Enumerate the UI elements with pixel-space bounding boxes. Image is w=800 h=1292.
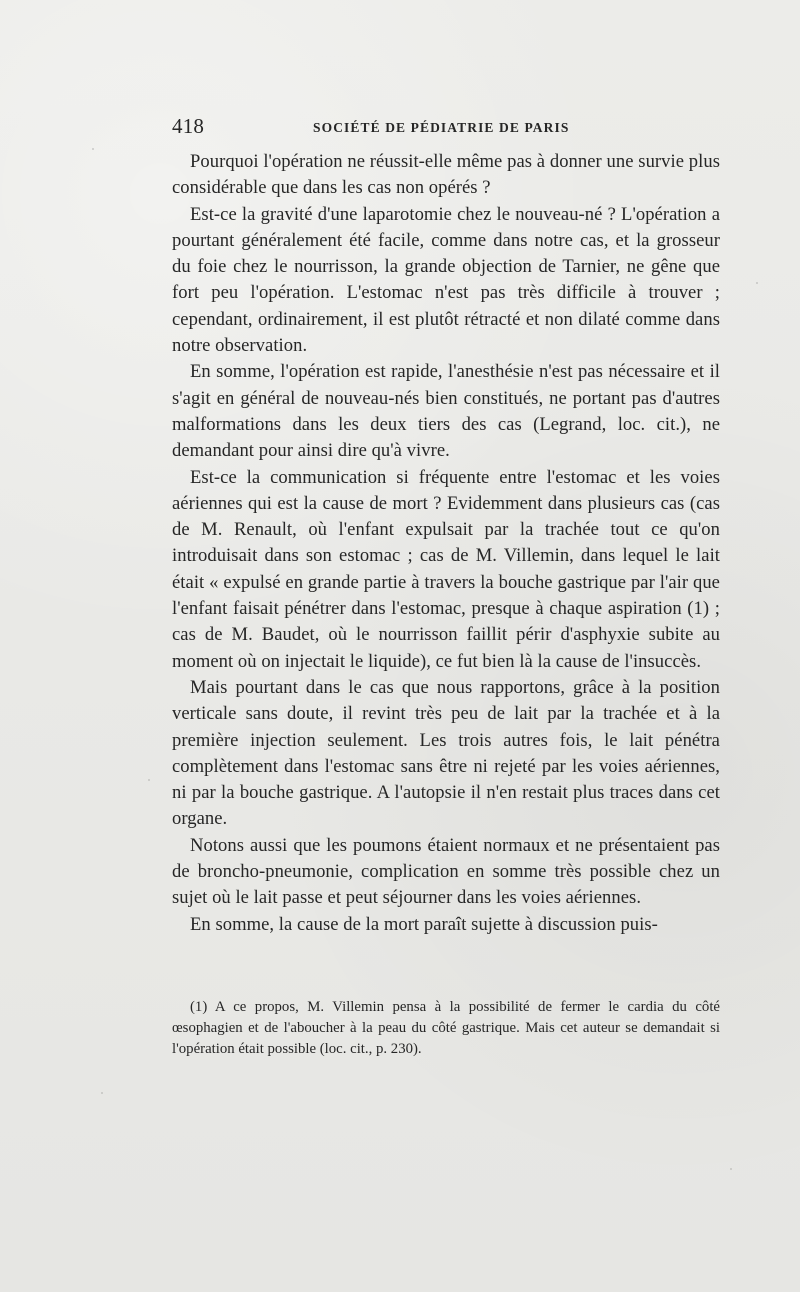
page-header xyxy=(172,114,720,140)
paragraph: Mais pourtant dans le cas que nous rapportons, grâce à la position verticale sans doute, il revint très peu de lait par la trachée et à la première injection seulement. Les trois autres fois, le lait pénétra complètement dans l'estomac sans être ni rejeté par les voies aériennes, ni par la bouche gastrique. A l'autopsie il n'en restait plus traces dans cet organe. xyxy=(172,676,720,830)
paragraph: En somme, la cause de la mort paraît sujette à discussion puis- xyxy=(190,913,658,935)
paper-speck xyxy=(730,1168,732,1170)
page-number: 418 xyxy=(172,114,205,138)
paragraph: Pourquoi l'opération ne réussit-elle même pas à donner une survie plus considérable que dans les cas non opérés ? xyxy=(172,151,720,199)
footnotes xyxy=(172,997,720,1060)
body-text xyxy=(172,149,720,938)
paper-speck xyxy=(148,779,150,781)
footnote: (1) A ce propos, M. Villemin pensa à la possibilité de fermer le cardia du côté œsophagien et de l'aboucher à la peau du côté gastrique. Mais cet auteur se demandait si l'opération était possible (loc. cit., p. 230). xyxy=(172,999,720,1057)
paper-speck xyxy=(756,282,758,284)
paragraph: En somme, l'opération est rapide, l'anesthésie n'est pas nécessaire et il s'agit en général de nouveau-nés bien constitués, ne portant pas d'autres malformations dans les deux tiers des cas (Legrand, loc. cit.), ne demandant pour ainsi dire qu'à vivre. xyxy=(172,361,720,462)
paragraph: Notons aussi que les poumons étaient normaux et ne présentaient pas de broncho-pneumonie, complication en somme très possible chez un sujet où le lait passe et peut séjourner dans les voies aériennes. xyxy=(172,834,720,909)
running-title: SOCIÉTÉ DE PÉDIATRIE DE PARIS xyxy=(313,120,570,135)
paragraph: Est-ce la gravité d'une laparotomie chez le nouveau-né ? L'opération a pourtant généralement été facile, comme dans notre cas, et la grosseur du foie chez le nourrisson, la grande objection de Tarnier, ne gêne que fort peu l'opération. L'estomac n'est pas très difficile à trouver ; cependant, ordinairement, il est plutôt rétracté et non dilaté comme dans notre observation. xyxy=(172,203,720,357)
paper-speck xyxy=(101,1092,103,1094)
paper-speck xyxy=(92,148,94,150)
paragraph: Est-ce la communication si fréquente entre l'estomac et les voies aériennes qui est la cause de mort ? Evidemment dans plusieurs cas (cas de M. Renault, où l'enfant expulsait par la trachée tout ce qu'on introduisait dans son estomac ; cas de M. Villemin, dans lequel le lait était « expulsé en grande partie à travers la bouche gastrique par l'air que l'enfant faisait pénétrer dans l'estomac, presque à chaque aspiration (1) ; cas de M. Baudet, où le nourrisson faillit périr d'asphyxie subite au moment où on injectait le liquide), ce fut bien là la cause de l'insuccès. xyxy=(172,466,720,672)
